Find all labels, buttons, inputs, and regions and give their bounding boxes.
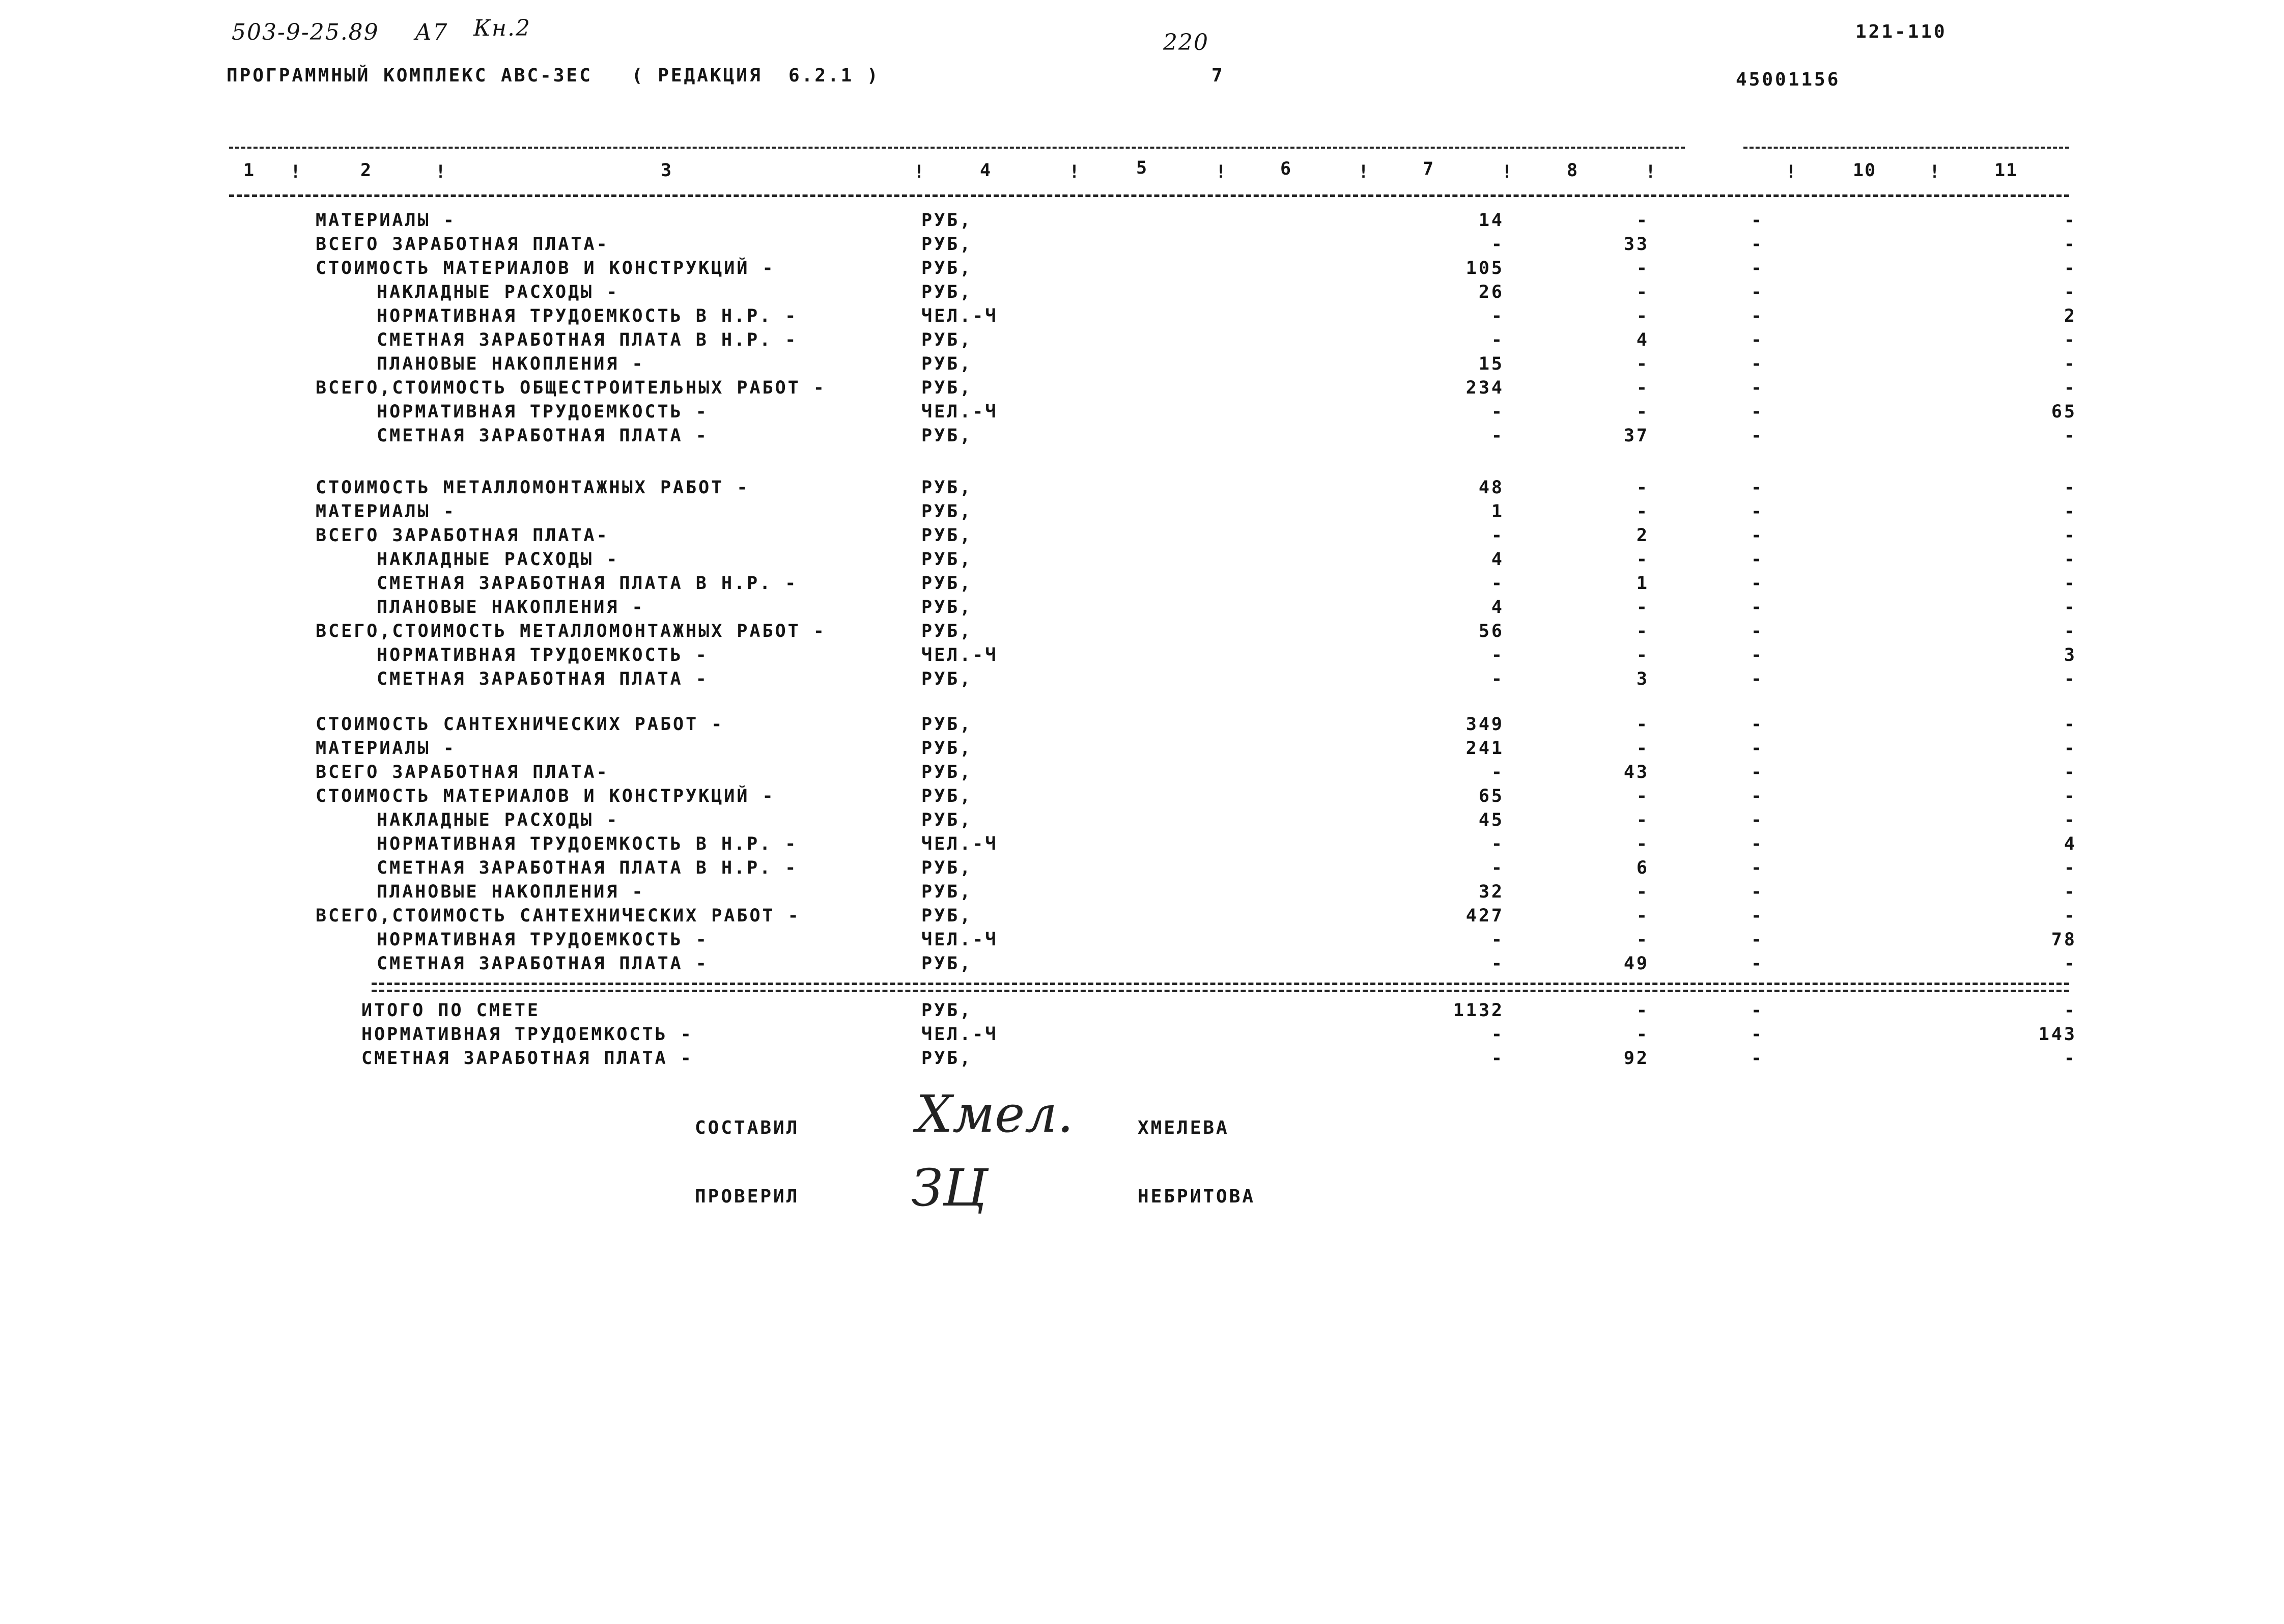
row-col11: -: [2064, 549, 2077, 570]
row-unit: РУБ,: [921, 525, 973, 546]
row-col11: 78: [2051, 930, 2077, 950]
row-col11: -: [2064, 669, 2077, 689]
row-col9: -: [1751, 1024, 1764, 1045]
row-col11: -: [2064, 282, 2077, 302]
row-col11: 65: [2051, 402, 2077, 422]
row-col7: 65: [1478, 786, 1504, 806]
row-col11: -: [2064, 714, 2077, 735]
row-label: ИТОГО ПО СМЕТЕ: [361, 1000, 541, 1021]
row-col11: 4: [2064, 834, 2077, 854]
row-col8: -: [1636, 501, 1649, 522]
book-code: Кн.2: [473, 15, 531, 41]
row-col9: -: [1751, 354, 1764, 374]
table-top-rule-left: [229, 147, 1685, 149]
column-header: 5: [1136, 158, 1148, 178]
column-header: 6: [1280, 159, 1292, 179]
row-label: СМЕТНАЯ ЗАРАБОТНАЯ ПЛАТА В Н.Р. -: [377, 573, 798, 594]
row-col8: -: [1636, 930, 1649, 950]
row-col11: -: [2064, 906, 2077, 926]
checked-by-name: НЕБРИТОВА: [1138, 1186, 1256, 1207]
row-col7: -: [1491, 573, 1504, 594]
row-col8: -: [1636, 378, 1649, 398]
row-unit: РУБ,: [921, 258, 973, 278]
row-col9: -: [1751, 573, 1764, 594]
row-col7: -: [1491, 426, 1504, 446]
row-col7: 15: [1478, 354, 1504, 374]
totals-top-rule: [372, 983, 2069, 985]
row-label: НОРМАТИВНАЯ ТРУДОЕМКОСТЬ -: [361, 1024, 693, 1045]
row-label: СМЕТНАЯ ЗАРАБОТНАЯ ПЛАТА -: [377, 426, 709, 446]
row-col9: -: [1751, 402, 1764, 422]
row-unit: РУБ,: [921, 1000, 973, 1021]
column-separator: !: [1645, 162, 1657, 182]
row-col11: -: [2064, 954, 2077, 974]
compiled-by-signature: Хмел.: [916, 1084, 1074, 1144]
row-unit: ЧЕЛ.-Ч: [921, 834, 998, 854]
row-col7: 48: [1478, 478, 1504, 498]
row-unit: РУБ,: [921, 501, 973, 522]
row-col9: -: [1751, 210, 1764, 231]
row-col11: -: [2064, 810, 2077, 830]
row-unit: РУБ,: [921, 858, 973, 878]
row-col9: -: [1751, 645, 1764, 665]
row-col8: -: [1636, 478, 1649, 498]
row-col11: 143: [2038, 1024, 2077, 1045]
row-col9: -: [1751, 669, 1764, 689]
row-label: МАТЕРИАЛЫ -: [316, 501, 456, 522]
row-col8: -: [1636, 786, 1649, 806]
row-col8: -: [1636, 1000, 1649, 1021]
column-separator: !: [1216, 162, 1228, 182]
column-header: 2: [360, 160, 373, 181]
compiled-by-name: ХМЕЛЕВА: [1138, 1117, 1229, 1138]
row-col7: 4: [1491, 597, 1504, 618]
row-col11: -: [2064, 501, 2077, 522]
row-col7: 234: [1465, 378, 1504, 398]
row-label: СМЕТНАЯ ЗАРАБОТНАЯ ПЛАТА -: [377, 669, 709, 689]
row-col9: -: [1751, 549, 1764, 570]
row-col9: -: [1751, 478, 1764, 498]
row-label: ВСЕГО ЗАРАБОТНАЯ ПЛАТА-: [316, 762, 609, 782]
column-separator: !: [1502, 162, 1514, 182]
row-col8: -: [1636, 882, 1649, 902]
row-col7: -: [1491, 330, 1504, 350]
column-separator: !: [1786, 162, 1798, 182]
row-col11: -: [2064, 762, 2077, 782]
row-unit: РУБ,: [921, 669, 973, 689]
row-col8: -: [1636, 597, 1649, 618]
row-col8: -: [1636, 402, 1649, 422]
row-unit: РУБ,: [921, 954, 973, 974]
row-unit: ЧЕЛ.-Ч: [921, 402, 998, 422]
row-label: ВСЕГО,СТОИМОСТЬ САНТЕХНИЧЕСКИХ РАБОТ -: [316, 906, 801, 926]
row-col9: -: [1751, 525, 1764, 546]
row-unit: РУБ,: [921, 210, 973, 231]
column-header: 7: [1423, 159, 1435, 179]
row-col11: -: [2064, 621, 2077, 641]
row-col9: -: [1751, 834, 1764, 854]
row-col8: -: [1636, 306, 1649, 326]
row-col11: -: [2064, 258, 2077, 278]
row-unit: РУБ,: [921, 354, 973, 374]
row-col9: -: [1751, 930, 1764, 950]
row-col7: 14: [1478, 210, 1504, 231]
row-col11: -: [2064, 478, 2077, 498]
row-col7: -: [1491, 525, 1504, 546]
row-col7: -: [1491, 858, 1504, 878]
row-col7: -: [1491, 1048, 1504, 1069]
column-header: 1: [243, 160, 256, 181]
row-unit: РУБ,: [921, 426, 973, 446]
checked-by-label: ПРОВЕРИЛ: [695, 1186, 800, 1207]
row-col9: -: [1751, 738, 1764, 759]
row-label: СМЕТНАЯ ЗАРАБОТНАЯ ПЛАТА В Н.Р. -: [377, 858, 798, 878]
row-col8: -: [1636, 282, 1649, 302]
row-col7: 427: [1465, 906, 1504, 926]
row-col7: 1: [1491, 501, 1504, 522]
row-col9: -: [1751, 1048, 1764, 1069]
column-header: 4: [980, 160, 992, 181]
row-label: НАКЛАДНЫЕ РАСХОДЫ -: [377, 282, 619, 302]
row-label: МАТЕРИАЛЫ -: [316, 210, 456, 231]
row-col11: -: [2064, 234, 2077, 255]
column-header: 10: [1853, 160, 1877, 181]
row-col8: -: [1636, 354, 1649, 374]
row-col11: -: [2064, 1000, 2077, 1021]
row-col7: 45: [1478, 810, 1504, 830]
row-col8: -: [1636, 714, 1649, 735]
row-col8: 6: [1636, 858, 1649, 878]
program-line: ПРОГРАММНЫЙ КОМПЛЕКС АВС-3ЕС ( РЕДАКЦИЯ 6.2.1 ): [227, 65, 880, 86]
row-col8: -: [1636, 738, 1649, 759]
row-col7: -: [1491, 234, 1504, 255]
row-col7: -: [1491, 1024, 1504, 1045]
handwritten-page-number: 220: [1163, 30, 1209, 55]
column-separator: !: [1358, 162, 1370, 182]
row-label: СТОИМОСТЬ МЕТАЛЛОМОНТАЖНЫХ РАБОТ -: [316, 478, 750, 498]
row-col7: -: [1491, 306, 1504, 326]
row-col11: -: [2064, 1048, 2077, 1069]
column-separator: !: [914, 162, 926, 182]
row-unit: РУБ,: [921, 738, 973, 759]
doc-number: 45001156: [1736, 69, 1841, 90]
row-col9: -: [1751, 762, 1764, 782]
row-col7: 32: [1478, 882, 1504, 902]
row-unit: РУБ,: [921, 621, 973, 641]
row-col8: -: [1636, 621, 1649, 641]
row-col8: 37: [1623, 426, 1649, 446]
row-col7: -: [1491, 669, 1504, 689]
page-number: 7: [1211, 65, 1225, 86]
row-col7: -: [1491, 834, 1504, 854]
row-col7: 241: [1465, 738, 1504, 759]
row-unit: РУБ,: [921, 573, 973, 594]
row-unit: ЧЕЛ.-Ч: [921, 930, 998, 950]
column-separator: !: [290, 162, 302, 182]
row-col9: -: [1751, 501, 1764, 522]
row-col8: 43: [1623, 762, 1649, 782]
row-col11: -: [2064, 330, 2077, 350]
row-label: ВСЕГО,СТОИМОСТЬ МЕТАЛЛОМОНТАЖНЫХ РАБОТ -: [316, 621, 826, 641]
row-col8: -: [1636, 549, 1649, 570]
row-unit: РУБ,: [921, 762, 973, 782]
row-label: НОРМАТИВНАЯ ТРУДОЕМКОСТЬ -: [377, 402, 709, 422]
row-col9: -: [1751, 954, 1764, 974]
album-code: А7: [415, 19, 448, 45]
row-col11: -: [2064, 738, 2077, 759]
row-col7: 4: [1491, 549, 1504, 570]
row-unit: ЧЕЛ.-Ч: [921, 645, 998, 665]
checked-by-signature: ЗЦ: [911, 1158, 988, 1218]
row-col7: -: [1491, 762, 1504, 782]
row-col8: 33: [1623, 234, 1649, 255]
row-col11: -: [2064, 786, 2077, 806]
column-separator: !: [1069, 162, 1081, 182]
row-col7: 56: [1478, 621, 1504, 641]
row-col9: -: [1751, 1000, 1764, 1021]
column-separator: !: [1929, 162, 1941, 182]
row-label: ВСЕГО,СТОИМОСТЬ ОБЩЕСТРОИТЕЛЬНЫХ РАБОТ -: [316, 378, 826, 398]
row-col11: -: [2064, 426, 2077, 446]
row-col9: -: [1751, 882, 1764, 902]
row-col11: -: [2064, 597, 2077, 618]
column-header: 11: [1994, 160, 2018, 181]
compiled-by-label: СОСТАВИЛ: [695, 1117, 800, 1138]
row-col9: -: [1751, 597, 1764, 618]
row-col9: -: [1751, 714, 1764, 735]
row-label: МАТЕРИАЛЫ -: [316, 738, 456, 759]
row-col9: -: [1751, 786, 1764, 806]
row-col7: 105: [1465, 258, 1504, 278]
row-label: НАКЛАДНЫЕ РАСХОДЫ -: [377, 549, 619, 570]
row-unit: ЧЕЛ.-Ч: [921, 306, 998, 326]
row-col11: 2: [2064, 306, 2077, 326]
row-label: СМЕТНАЯ ЗАРАБОТНАЯ ПЛАТА В Н.Р. -: [377, 330, 798, 350]
row-unit: РУБ,: [921, 906, 973, 926]
column-separator: !: [435, 162, 447, 182]
row-label: НОРМАТИВНАЯ ТРУДОЕМКОСТЬ -: [377, 645, 709, 665]
row-col11: -: [2064, 573, 2077, 594]
row-col9: -: [1751, 330, 1764, 350]
row-col7: 26: [1478, 282, 1504, 302]
row-col11: -: [2064, 210, 2077, 231]
row-unit: ЧЕЛ.-Ч: [921, 1024, 998, 1045]
row-col9: -: [1751, 621, 1764, 641]
row-label: НОРМАТИВНАЯ ТРУДОЕМКОСТЬ -: [377, 930, 709, 950]
row-col7: -: [1491, 645, 1504, 665]
row-col11: -: [2064, 858, 2077, 878]
row-col8: 4: [1636, 330, 1649, 350]
row-unit: РУБ,: [921, 234, 973, 255]
sheet-code: 121-110: [1855, 21, 1947, 42]
row-unit: РУБ,: [921, 597, 973, 618]
row-col8: -: [1636, 210, 1649, 231]
table-top-rule-right: [1743, 147, 2069, 149]
row-col11: -: [2064, 525, 2077, 546]
row-label: СМЕТНАЯ ЗАРАБОТНАЯ ПЛАТА -: [377, 954, 709, 974]
row-col8: -: [1636, 834, 1649, 854]
row-label: ПЛАНОВЫЕ НАКОПЛЕНИЯ -: [377, 882, 645, 902]
row-col8: 2: [1636, 525, 1649, 546]
row-col9: -: [1751, 858, 1764, 878]
row-label: НОРМАТИВНАЯ ТРУДОЕМКОСТЬ В Н.Р. -: [377, 834, 798, 854]
row-col8: -: [1636, 1024, 1649, 1045]
row-unit: РУБ,: [921, 714, 973, 735]
row-col7: -: [1491, 930, 1504, 950]
row-col9: -: [1751, 378, 1764, 398]
row-col8: 49: [1623, 954, 1649, 974]
row-label: ПЛАНОВЫЕ НАКОПЛЕНИЯ -: [377, 354, 645, 374]
row-col7: 349: [1465, 714, 1504, 735]
row-col9: -: [1751, 234, 1764, 255]
row-label: СТОИМОСТЬ МАТЕРИАЛОВ И КОНСТРУКЦИЙ -: [316, 786, 775, 806]
row-unit: РУБ,: [921, 810, 973, 830]
row-label: НАКЛАДНЫЕ РАСХОДЫ -: [377, 810, 619, 830]
row-label: ПЛАНОВЫЕ НАКОПЛЕНИЯ -: [377, 597, 645, 618]
row-label: СМЕТНАЯ ЗАРАБОТНАЯ ПЛАТА -: [361, 1048, 693, 1069]
row-col8: 92: [1623, 1048, 1649, 1069]
column-header: 3: [661, 160, 673, 181]
row-col7: 1132: [1453, 1000, 1504, 1021]
row-col9: -: [1751, 426, 1764, 446]
row-col8: 3: [1636, 669, 1649, 689]
row-col8: -: [1636, 906, 1649, 926]
row-unit: РУБ,: [921, 478, 973, 498]
row-col9: -: [1751, 306, 1764, 326]
row-unit: РУБ,: [921, 549, 973, 570]
row-col11: -: [2064, 378, 2077, 398]
row-unit: РУБ,: [921, 378, 973, 398]
header-bottom-rule: [229, 194, 2069, 197]
row-col8: 1: [1636, 573, 1649, 594]
row-col11: -: [2064, 354, 2077, 374]
row-unit: РУБ,: [921, 1048, 973, 1069]
row-col9: -: [1751, 810, 1764, 830]
row-col7: -: [1491, 402, 1504, 422]
totals-top-rule-2: [372, 990, 2069, 992]
row-label: СТОИМОСТЬ САНТЕХНИЧЕСКИХ РАБОТ -: [316, 714, 724, 735]
row-label: ВСЕГО ЗАРАБОТНАЯ ПЛАТА-: [316, 525, 609, 546]
row-label: ВСЕГО ЗАРАБОТНАЯ ПЛАТА-: [316, 234, 609, 255]
row-col9: -: [1751, 258, 1764, 278]
row-unit: РУБ,: [921, 786, 973, 806]
row-label: СТОИМОСТЬ МАТЕРИАЛОВ И КОНСТРУКЦИЙ -: [316, 258, 775, 278]
row-unit: РУБ,: [921, 882, 973, 902]
row-col9: -: [1751, 282, 1764, 302]
row-col8: -: [1636, 645, 1649, 665]
row-unit: РУБ,: [921, 330, 973, 350]
row-col8: -: [1636, 810, 1649, 830]
row-unit: РУБ,: [921, 282, 973, 302]
row-col8: -: [1636, 258, 1649, 278]
column-header: 8: [1567, 160, 1579, 181]
row-col11: -: [2064, 882, 2077, 902]
row-col9: -: [1751, 906, 1764, 926]
row-label: НОРМАТИВНАЯ ТРУДОЕМКОСТЬ В Н.Р. -: [377, 306, 798, 326]
row-col11: 3: [2064, 645, 2077, 665]
row-col7: -: [1491, 954, 1504, 974]
doc-code: 503-9-25.89: [232, 19, 379, 45]
